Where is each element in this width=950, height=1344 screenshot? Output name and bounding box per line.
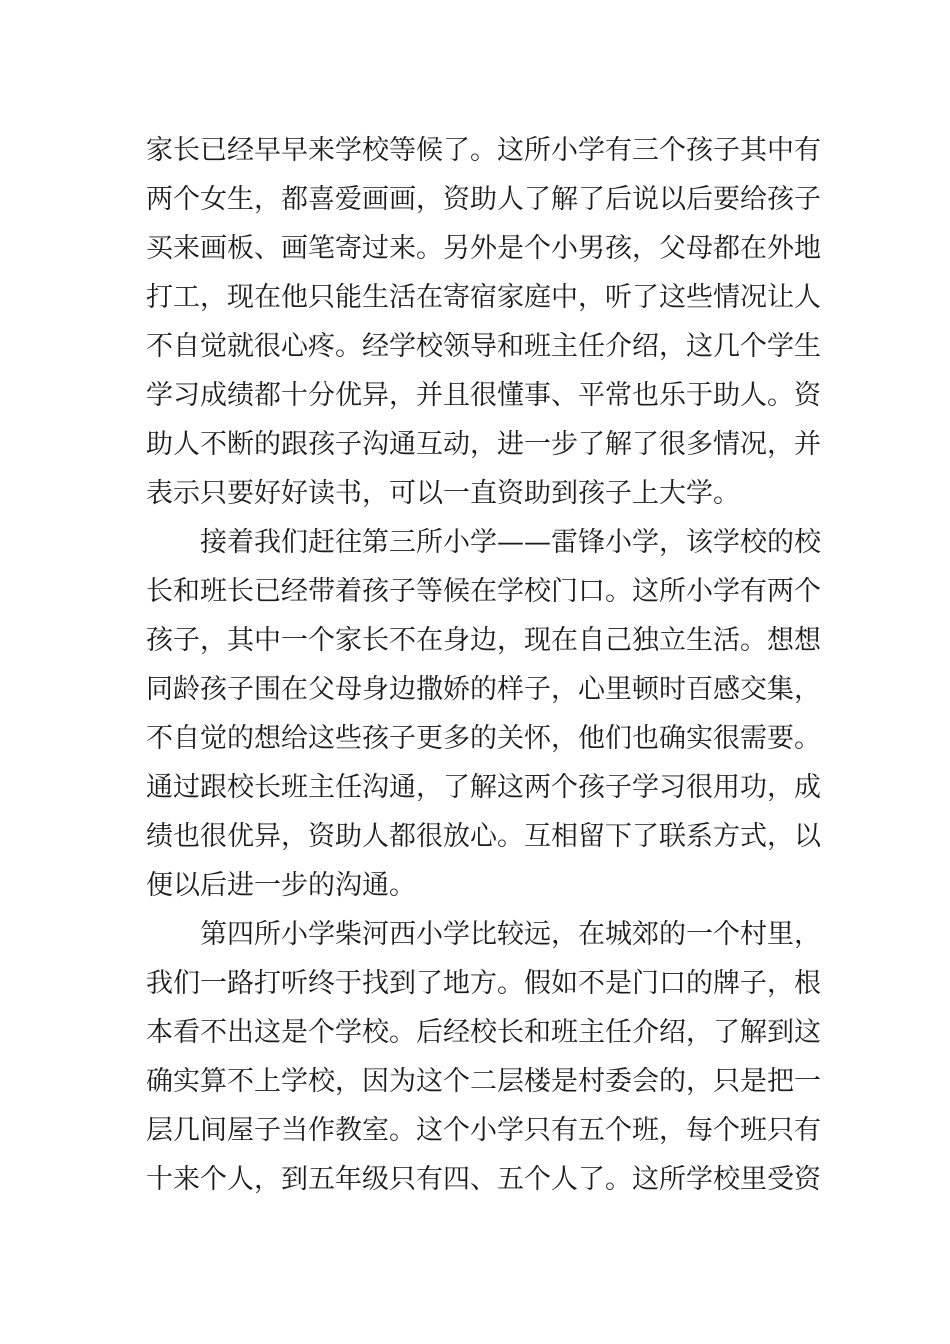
text-line: 通过跟校长班主任沟通，了解这两个孩子学习很用功，成 — [146, 772, 821, 803]
text-line: 我们一路打听终于找到了地方。假如不是门口的牌子，根 — [146, 968, 821, 999]
text-line: 同龄孩子围在父母身边撒娇的样子，心里顿时百感交集， — [146, 674, 821, 705]
text-line: 十来个人，到五年级只有四、五个人了。这所学校里受资 — [146, 1164, 821, 1195]
text-line: 助人不断的跟孩子沟通互动，进一步了解了很多情况，并 — [146, 429, 821, 460]
text-line: 长和班长已经带着孩子等候在学校门口。这所小学有两个 — [146, 576, 821, 607]
text-line: 打工，现在他只能生活在寄宿家庭中，听了这些情况让人 — [146, 282, 821, 313]
document-body — [146, 126, 821, 1204]
text-line: 第四所小学柴河西小学比较远，在城郊的一个村里， — [200, 919, 821, 950]
text-line: 家长已经早早来学校等候了。这所小学有三个孩子其中有 — [146, 135, 821, 166]
text-line: 两个女生，都喜爱画画，资助人了解了后说以后要给孩子 — [146, 184, 821, 215]
text-line: 本看不出这是个学校。后经校长和班主任介绍，了解到这 — [146, 1017, 821, 1048]
text-line: 便以后进一步的沟通。 — [146, 870, 416, 901]
text-line: 确实算不上学校，因为这个二层楼是村委会的，只是把一 — [146, 1066, 821, 1097]
paragraph-2 — [146, 518, 821, 910]
text-line: 孩子，其中一个家长不在身边，现在自己独立生活。想想 — [146, 625, 821, 656]
paragraph-1 — [146, 126, 821, 518]
text-line: 不自觉的想给这些孩子更多的关怀，他们也确实很需要。 — [146, 723, 821, 754]
text-line: 层几间屋子当作教室。这个小学只有五个班，每个班只有 — [146, 1115, 821, 1146]
text-line: 接着我们赶往第三所小学——雷锋小学，该学校的校 — [200, 527, 821, 558]
text-line: 绩也很优异，资助人都很放心。互相留下了联系方式，以 — [146, 821, 821, 852]
text-line: 买来画板、画笔寄过来。另外是个小男孩，父母都在外地 — [146, 233, 821, 264]
paragraph-3 — [146, 910, 821, 1204]
text-line: 学习成绩都十分优异，并且很懂事、平常也乐于助人。资 — [146, 380, 821, 411]
text-line: 表示只要好好读书，可以一直资助到孩子上大学。 — [146, 478, 740, 509]
text-line: 不自觉就很心疼。经学校领导和班主任介绍，这几个学生 — [146, 331, 821, 362]
